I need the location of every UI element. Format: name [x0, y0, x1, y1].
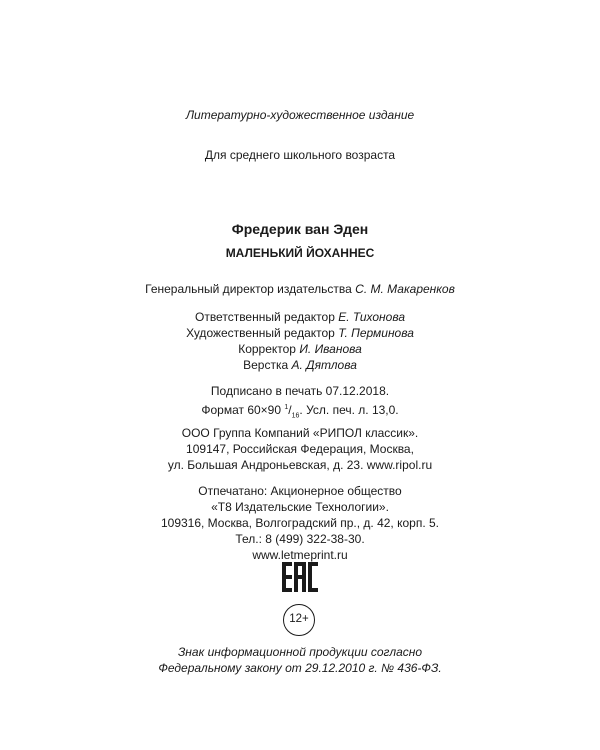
printer-line-5: www.letmeprint.ru [252, 548, 348, 562]
age-rating-badge: 12+ [283, 604, 315, 636]
format-sub: 16 [291, 412, 300, 420]
eac-logo [280, 560, 320, 594]
art-editor-label: Художественный редактор [186, 326, 335, 340]
layout-line [0, 358, 600, 373]
publisher-line-1: ООО Группа Компаний «РИПОЛ классик». [181, 426, 419, 440]
printer-line-3: 109316, Москва, Волгоградский пр., д. 42, корп. 5. [160, 516, 440, 530]
format-prefix: Формат 60×90 [201, 403, 282, 417]
responsible-editor-name: Е. Тихонова [338, 310, 405, 324]
responsible-editor-label: Ответственный редактор [194, 310, 335, 324]
proofreader-line [0, 342, 600, 357]
layout-name: А. Дятлова [291, 358, 357, 372]
notice-line-2: Федеральному закону от 29.12.2010 г. № 436-ФЗ. [158, 661, 442, 675]
proofreader-label: Корректор [238, 342, 296, 356]
print-format: Формат 60×90 $^1/_{16}$. Усл. печ. л. 13,0. [201, 403, 399, 420]
printer-line-4: Тел.: 8 (499) 322-38-30. [235, 532, 365, 546]
format-sup: 1 [284, 404, 289, 411]
age-group: Для среднего школьного возраста [204, 148, 396, 162]
book-title: МАЛЕНЬКИЙ ЙОХАННЕС [225, 246, 375, 260]
art-editor-line [0, 326, 600, 341]
layout-label: Верстка [243, 358, 289, 372]
book-author: Фредерик ван Эден [231, 221, 369, 237]
responsible-editor-line [0, 310, 600, 325]
edition-type: Литературно-художественное издание [185, 108, 415, 122]
proofreader-name: И. Иванова [299, 342, 362, 356]
director-name: С. М. Макаренков [355, 282, 455, 296]
director-label: Генеральный директор издательства [145, 282, 352, 296]
director-line [0, 282, 600, 297]
signed-date: Подписано в печать 07.12.2018. [210, 384, 390, 398]
printer-line-1: Отпечатано: Акционерное общество [198, 484, 402, 498]
notice-line-1: Знак информационной продукции согласно [177, 645, 423, 659]
publisher-line-2: 109147, Российская Федерация, Москва, [186, 442, 414, 456]
publisher-line-3: ул. Большая Андроньевская, д. 23. www.ripol.ru [167, 458, 433, 472]
art-editor-name: Т. Перминова [338, 326, 414, 340]
format-suffix: . Усл. печ. л. 13,0. [299, 403, 399, 417]
printer-line-2: «Т8 Издательские Технологии». [211, 500, 389, 514]
